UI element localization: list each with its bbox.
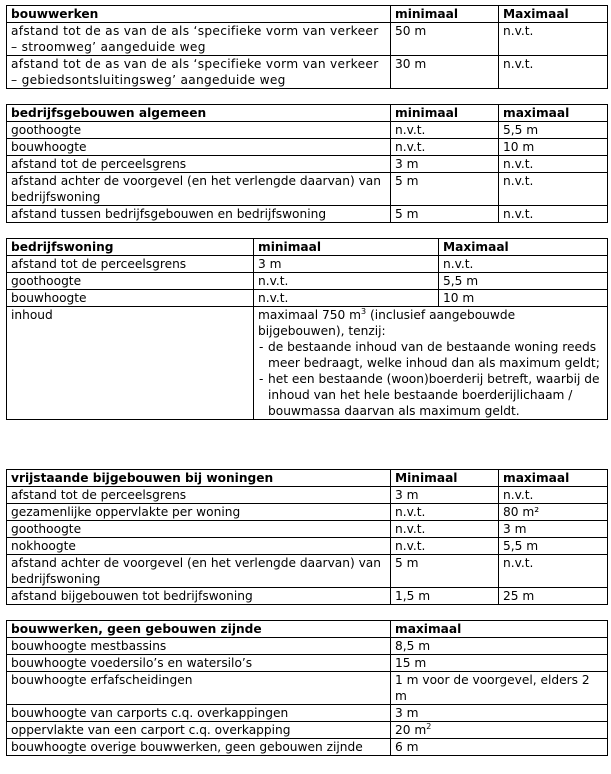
row-max: n.v.t.: [499, 555, 608, 588]
row-min: n.v.t.: [254, 273, 439, 290]
row-label: afstand tussen bedrijfsgebouwen en bedrijfswoning: [7, 206, 391, 223]
table-bedrijfsgebouwen: [6, 104, 608, 223]
row-label: afstand tot de as van de als ‘specifieke vorm van verkeer – stroomweg’ aangeduide weg: [7, 23, 391, 56]
row-max: 10 m: [499, 139, 608, 156]
row-min: 1,5 m: [391, 588, 499, 605]
header-cell: maximaal: [499, 470, 608, 487]
row-max: [391, 722, 608, 739]
row-max: 3 m: [391, 705, 608, 722]
header-cell: bouwwerken: [7, 6, 391, 23]
header-cell: Minimaal: [391, 470, 499, 487]
row-label: inhoud: [7, 307, 254, 420]
row-max: n.v.t.: [439, 256, 608, 273]
header-cell: Maximaal: [439, 239, 608, 256]
table-row: [7, 739, 608, 756]
row-max: 5,5 m: [439, 273, 608, 290]
header-cell: vrijstaande bijgebouwen bij woningen: [7, 470, 391, 487]
row-label: bouwhoogte overige bouwwerken, geen gebouwen zijnde: [7, 739, 391, 756]
table-row: [7, 156, 608, 173]
table-bouwwerken: [6, 5, 608, 89]
table-row: [7, 655, 608, 672]
row-max: n.v.t.: [499, 487, 608, 504]
row-max: n.v.t.: [499, 56, 608, 89]
row-min: 3 m: [254, 256, 439, 273]
row-min: n.v.t.: [254, 290, 439, 307]
table-header-row: [7, 105, 608, 122]
header-cell: minimaal: [391, 105, 499, 122]
row-min: 3 m: [391, 156, 499, 173]
row-label: gezamenlijke oppervlakte per woning: [7, 504, 391, 521]
table-bedrijfswoning: [6, 238, 608, 420]
row-min: n.v.t.: [391, 538, 499, 555]
header-cell: minimaal: [391, 6, 499, 23]
table-row: [7, 638, 608, 655]
table-row: [7, 173, 608, 206]
header-cell: maximaal: [499, 105, 608, 122]
superscript: 3: [361, 307, 367, 316]
row-label: bouwhoogte: [7, 139, 391, 156]
table-row: [7, 538, 608, 555]
row-label: goothoogte: [7, 122, 391, 139]
row-label: oppervlakte van een carport c.q. overkapping: [7, 722, 391, 739]
table-row: [7, 504, 608, 521]
header-cell: maximaal: [391, 621, 608, 638]
row-min: 5 m: [391, 173, 499, 206]
row-label: afstand bijgebouwen tot bedrijfswoning: [7, 588, 391, 605]
table-header-row: [7, 621, 608, 638]
table-row: [7, 23, 608, 56]
row-label: nokhoogte: [7, 538, 391, 555]
row-max: n.v.t.: [499, 23, 608, 56]
table-row: [7, 139, 608, 156]
table-row: [7, 487, 608, 504]
row-label: afstand achter de voorgevel (en het verlengde daarvan) van bedrijfswoning: [7, 555, 391, 588]
row-max: 8,5 m: [391, 638, 608, 655]
table-row-inhoud: [7, 307, 608, 420]
row-max: 1 m voor de voorgevel, elders 2 m: [391, 672, 608, 705]
row-min: n.v.t.: [391, 139, 499, 156]
row-label: afstand tot de perceelsgrens: [7, 487, 391, 504]
row-max: 5,5 m: [499, 122, 608, 139]
table-bouwwerken-geen-gebouwen: [6, 620, 608, 756]
row-min: n.v.t.: [391, 122, 499, 139]
inhoud-description: [254, 307, 608, 420]
row-label: afstand achter de voorgevel (en het verlengde daarvan) van bedrijfswoning: [7, 173, 391, 206]
table-row: [7, 705, 608, 722]
row-label: afstand tot de perceelsgrens: [7, 256, 254, 273]
row-label: bouwhoogte voedersilo’s en watersilo’s: [7, 655, 391, 672]
header-cell: minimaal: [254, 239, 439, 256]
row-max: n.v.t.: [499, 156, 608, 173]
table-header-row: [7, 6, 608, 23]
row-max: 25 m: [499, 588, 608, 605]
row-label: goothoogte: [7, 521, 391, 538]
row-label: bouwhoogte van carports c.q. overkappingen: [7, 705, 391, 722]
row-max: n.v.t.: [499, 206, 608, 223]
condition-list: [258, 339, 603, 419]
inhoud-text-continued: (inclusief aangebouwde bijgebouwen), tenzij:: [258, 308, 516, 338]
area-value: 20 m: [395, 723, 427, 737]
row-max: n.v.t.: [499, 173, 608, 206]
superscript: 2: [426, 722, 432, 731]
table-row: [7, 521, 608, 538]
row-min: n.v.t.: [391, 521, 499, 538]
table-row: [7, 555, 608, 588]
table-row: [7, 588, 608, 605]
table-row: [7, 256, 608, 273]
row-label: bouwhoogte erfafscheidingen: [7, 672, 391, 705]
row-label: afstand tot de perceelsgrens: [7, 156, 391, 173]
row-label: bouwhoogte: [7, 290, 254, 307]
header-cell: bouwwerken, geen gebouwen zijnde: [7, 621, 391, 638]
row-label: bouwhoogte mestbassins: [7, 638, 391, 655]
table-row: [7, 722, 608, 739]
row-max: 80 m²: [499, 504, 608, 521]
row-min: n.v.t.: [391, 504, 499, 521]
condition-item: - het een bestaande (woon)boerderij betreft, waarbij de inhoud van het hele bestaande boerderijlichaam / bouwmassa daarvan als maximum geldt.: [258, 371, 603, 419]
table-row: [7, 273, 608, 290]
table-vrijstaande-bijgebouwen: [6, 469, 608, 605]
header-cell: bedrijfswoning: [7, 239, 254, 256]
table-row: [7, 122, 608, 139]
table-row: [7, 206, 608, 223]
row-max: 3 m: [499, 521, 608, 538]
row-max: 6 m: [391, 739, 608, 756]
row-label: goothoogte: [7, 273, 254, 290]
row-min: 50 m: [391, 23, 499, 56]
row-max: 15 m: [391, 655, 608, 672]
table-header-row: [7, 239, 608, 256]
inhoud-text: maximaal 750 m: [258, 308, 362, 322]
row-label: afstand tot de as van de als ‘specifieke vorm van verkeer – gebiedsontsluitingsweg’ aangeduide weg: [7, 56, 391, 89]
condition-item: - de bestaande inhoud van de bestaande woning reeds meer bedraagt, welke inhoud dan als maximum geldt;: [258, 339, 603, 371]
row-max: 10 m: [439, 290, 608, 307]
table-header-row: [7, 470, 608, 487]
header-cell: bedrijfsgebouwen algemeen: [7, 105, 391, 122]
row-min: 5 m: [391, 206, 499, 223]
row-max: 5,5 m: [499, 538, 608, 555]
row-min: 5 m: [391, 555, 499, 588]
table-row: [7, 56, 608, 89]
row-min: 3 m: [391, 487, 499, 504]
table-row: [7, 672, 608, 705]
table-row: [7, 290, 608, 307]
header-cell: Maximaal: [499, 6, 608, 23]
row-min: 30 m: [391, 56, 499, 89]
